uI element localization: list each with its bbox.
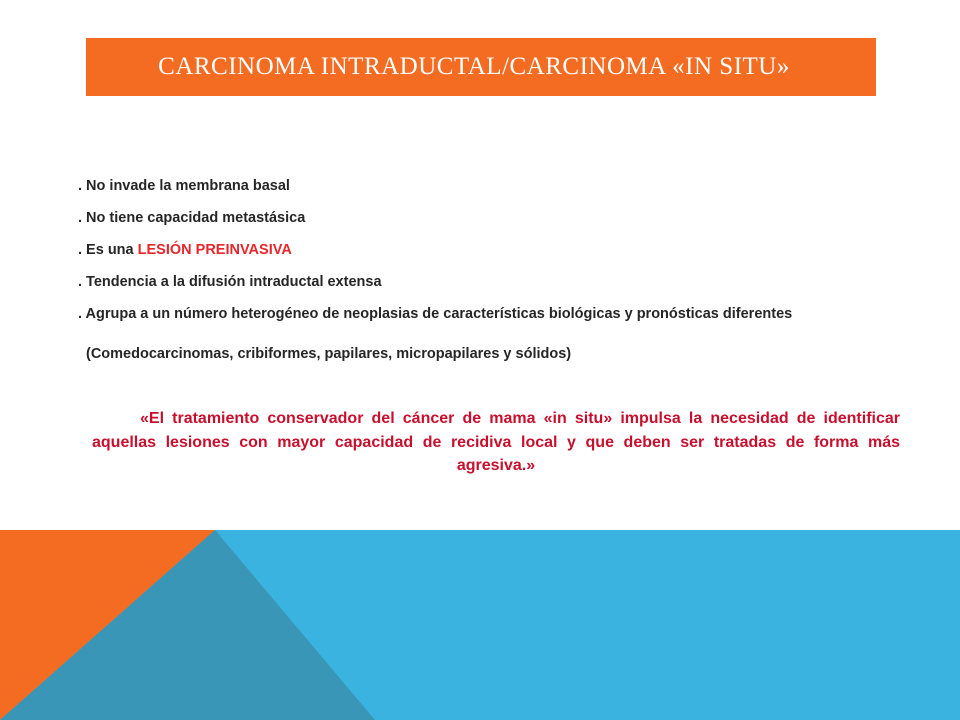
highlight-text: LESIÓN PREINVASIVA (137, 242, 292, 258)
bullet-item: . No invade la membrana basal (78, 178, 290, 194)
bullet-item: . No tiene capacidad metastásica (78, 210, 306, 226)
bullet-item: . Tendencia a la difusión intraductal extensa (78, 274, 382, 290)
slide-title: CARCINOMA INTRADUCTAL/CARCINOMA «IN SITU» (158, 53, 790, 80)
bullet-item: . Agrupa a un número heterogéneo de neoplasias de características biológicas y pronósticas diferentes (78, 306, 793, 322)
bullet-prefix: . Es una (78, 242, 138, 258)
bullet-list (78, 178, 918, 338)
subtypes-note: (Comedocarcinomas, cribiformes, papilares, micropapilares y sólidos) (86, 346, 572, 362)
footer-decoration (0, 530, 960, 720)
quote-text: «El tratamiento conservador del cáncer de mama «in situ» impulsa la necesidad de identificar aquellas lesiones con mayor capacidad de recidiva local y que deben ser tratadas de forma más agresiva.» (92, 410, 900, 474)
title-bar (86, 38, 876, 96)
bullet-item (78, 242, 918, 259)
